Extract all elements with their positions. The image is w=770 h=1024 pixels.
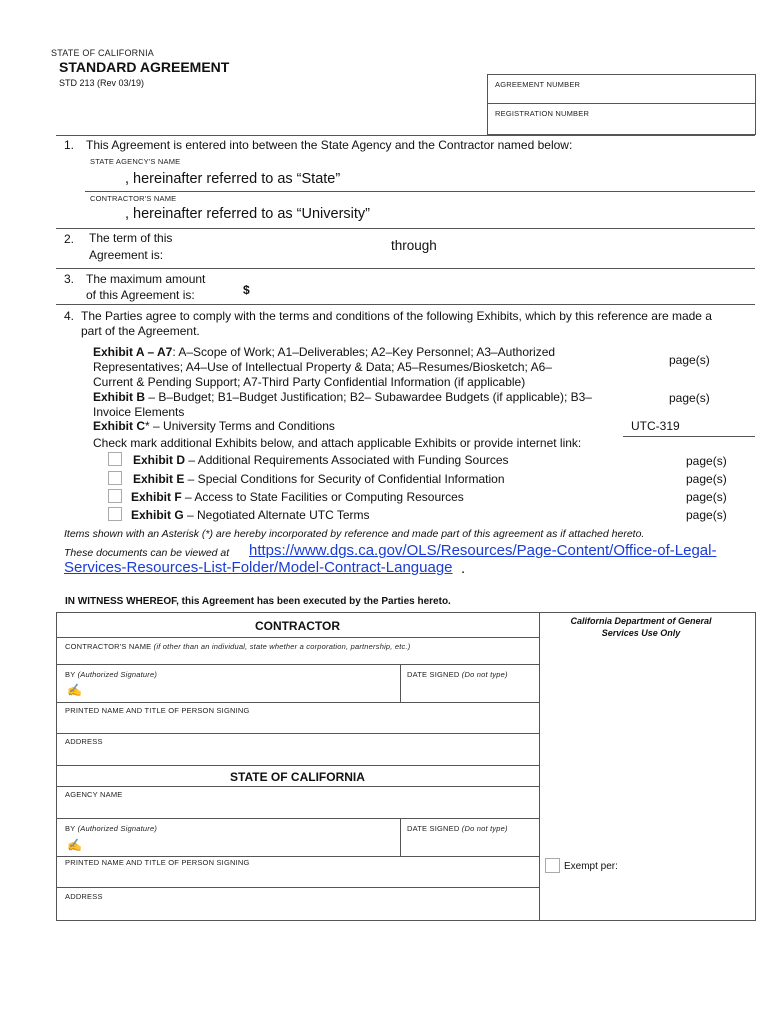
state-agency-name-field[interactable]: [90, 167, 122, 187]
form-number: STD 213 (Rev 03/19): [59, 78, 145, 88]
term-through-label: through: [391, 238, 437, 253]
state-reference-text: , hereinafter referred to as “State”: [125, 171, 341, 187]
asterisk-note: Items shown with an Asterisk (*) are hereby incorporated by reference and made part of this agreement as if attached hereto.: [64, 528, 645, 540]
exhibit-d-label: Exhibit D – Additional Requirements Associated with Funding Sources: [133, 453, 509, 467]
pen-icon: ✍: [67, 838, 82, 852]
exhibit-f-checkbox[interactable]: [108, 489, 122, 503]
state-printed-name-label: PRINTED NAME AND TITLE OF PERSON SIGNING: [65, 858, 250, 867]
contractor-date-label: DATE SIGNED (Do not type): [407, 670, 508, 679]
exhibit-f-label: Exhibit F – Access to State Facilities or Computing Resources: [131, 490, 464, 504]
exhibit-a-pages: page(s): [669, 353, 710, 367]
exhibit-e-label: Exhibit E – Special Conditions for Security of Confidential Information: [133, 472, 505, 486]
section4-number: 4.: [64, 309, 75, 323]
contractor-heading: CONTRACTOR: [254, 619, 341, 633]
state-agency-name-label: STATE AGENCY'S NAME: [90, 157, 181, 166]
contractor-name-sig-field[interactable]: [60, 652, 535, 664]
exhibit-c-line: Exhibit C* – University Terms and Conditions: [93, 419, 335, 433]
agreement-number-label: AGREEMENT NUMBER: [495, 80, 581, 89]
exempt-reason-field[interactable]: [620, 858, 748, 874]
exhibit-e-checkbox[interactable]: [108, 471, 122, 485]
contractor-printed-name-label: PRINTED NAME AND TITLE OF PERSON SIGNING: [65, 706, 250, 715]
exhibit-e-pages: page(s): [686, 472, 727, 486]
exhibit-b-line1: Exhibit B – B–Budget; B1–Budget Justification; B2– Subawardee Budgets (if applicable); B3–: [93, 390, 592, 404]
state-address-field[interactable]: [60, 902, 535, 917]
exhibit-a-line2: Representatives; A4–Use of Intellectual Property & Data; A5–Resumes/Biosketch; A6–: [93, 360, 552, 374]
term-label-line1: The term of this: [89, 231, 173, 245]
registration-number-field[interactable]: [487, 118, 754, 132]
contractor-printed-name-field[interactable]: [60, 716, 535, 732]
contractor-name-label: CONTRACTOR'S NAME: [90, 194, 177, 203]
state-printed-name-field[interactable]: [60, 868, 535, 886]
exhibit-a-line3: Current & Pending Support; A7-Third Party Confidential Information (if applicable): [93, 375, 526, 389]
max-amount-label-line1: The maximum amount: [86, 272, 206, 286]
max-amount-field[interactable]: [256, 280, 746, 300]
term-end-date-field[interactable]: [445, 236, 745, 256]
term-label-line2: Agreement is:: [89, 248, 164, 262]
exhibit-b-line2: Invoice Elements: [93, 405, 185, 419]
exhibit-g-pages: page(s): [686, 508, 727, 522]
agency-name-field[interactable]: [60, 800, 535, 816]
currency-symbol: $: [243, 283, 250, 297]
agreement-number-field[interactable]: [487, 89, 754, 103]
state-date-label: DATE SIGNED (Do not type): [407, 824, 508, 833]
state-signature-field[interactable]: [82, 836, 397, 854]
model-contract-link-line2[interactable]: Services-Resources-List-Folder/Model-Contract-Language: [64, 559, 453, 576]
checkmark-instructions: Check mark additional Exhibits below, and attach applicable Exhibits or provide internet link:: [93, 436, 582, 450]
state-address-label: ADDRESS: [65, 892, 103, 901]
contractor-name-sig-label: CONTRACTOR'S NAME (if other than an individual, state whether a corporation, partnership, etc.): [65, 642, 411, 651]
exhibit-a-line1: Exhibit A – A7: A–Scope of Work; A1–Deliverables; A2–Key Personnel; A3–Authorized: [93, 345, 556, 359]
max-amount-label-line2: of this Agreement is:: [86, 288, 195, 302]
witness-statement: IN WITNESS WHEREOF, this Agreement has been executed by the Parties hereto.: [65, 596, 451, 607]
state-date-field[interactable]: [404, 836, 534, 854]
state-header: STATE OF CALIFORNIA: [51, 48, 154, 58]
contractor-address-label: ADDRESS: [65, 737, 103, 746]
section4-text-line1: The Parties agree to comply with the terms and conditions of the following Exhibits, which by this reference are made a: [81, 309, 712, 323]
registration-number-label: REGISTRATION NUMBER: [495, 109, 590, 118]
exempt-label: Exempt per:: [564, 861, 618, 872]
exhibit-b-pages: page(s): [669, 391, 710, 405]
section2-number: 2.: [64, 232, 75, 246]
viewed-at-text: These documents can be viewed at: [64, 547, 230, 559]
dgs-use-only-line1: California Department of General: [570, 616, 712, 626]
exhibit-f-pages: page(s): [686, 490, 727, 504]
exhibit-d-pages: page(s): [686, 454, 727, 468]
exhibit-g-checkbox[interactable]: [108, 507, 122, 521]
state-heading: STATE OF CALIFORNIA: [230, 770, 365, 784]
form-title: STANDARD AGREEMENT: [59, 59, 230, 75]
term-start-date-field[interactable]: [190, 236, 385, 256]
dgs-use-only-line2: Services Use Only: [601, 628, 681, 638]
contractor-date-field[interactable]: [404, 682, 534, 700]
section1-number: 1.: [64, 138, 75, 152]
link-period: .: [461, 560, 466, 577]
exhibit-g-label: Exhibit G – Negotiated Alternate UTC Terms: [131, 508, 370, 522]
model-contract-link-line1[interactable]: https://www.dgs.ca.gov/OLS/Resources/Page-Content/Office-of-Legal-: [249, 542, 717, 559]
agency-name-label: AGENCY NAME: [65, 790, 123, 799]
contractor-signature-field[interactable]: [82, 682, 397, 700]
contractor-by-label: BY (Authorized Signature): [65, 670, 158, 679]
exhibit-c-reference: UTC-319: [631, 419, 680, 433]
exempt-checkbox[interactable]: [545, 858, 560, 873]
pen-icon: ✍: [67, 683, 82, 697]
section4-text-line2: part of the Agreement.: [81, 324, 200, 338]
state-by-label: BY (Authorized Signature): [65, 824, 158, 833]
section3-number: 3.: [64, 272, 75, 286]
exhibit-d-checkbox[interactable]: [108, 452, 122, 466]
section1-text: This Agreement is entered into between the State Agency and the Contractor named below:: [86, 138, 573, 152]
university-reference-text: , hereinafter referred to as “University”: [125, 206, 370, 222]
contractor-name-field[interactable]: [90, 203, 122, 223]
contractor-address-field[interactable]: [60, 747, 535, 763]
